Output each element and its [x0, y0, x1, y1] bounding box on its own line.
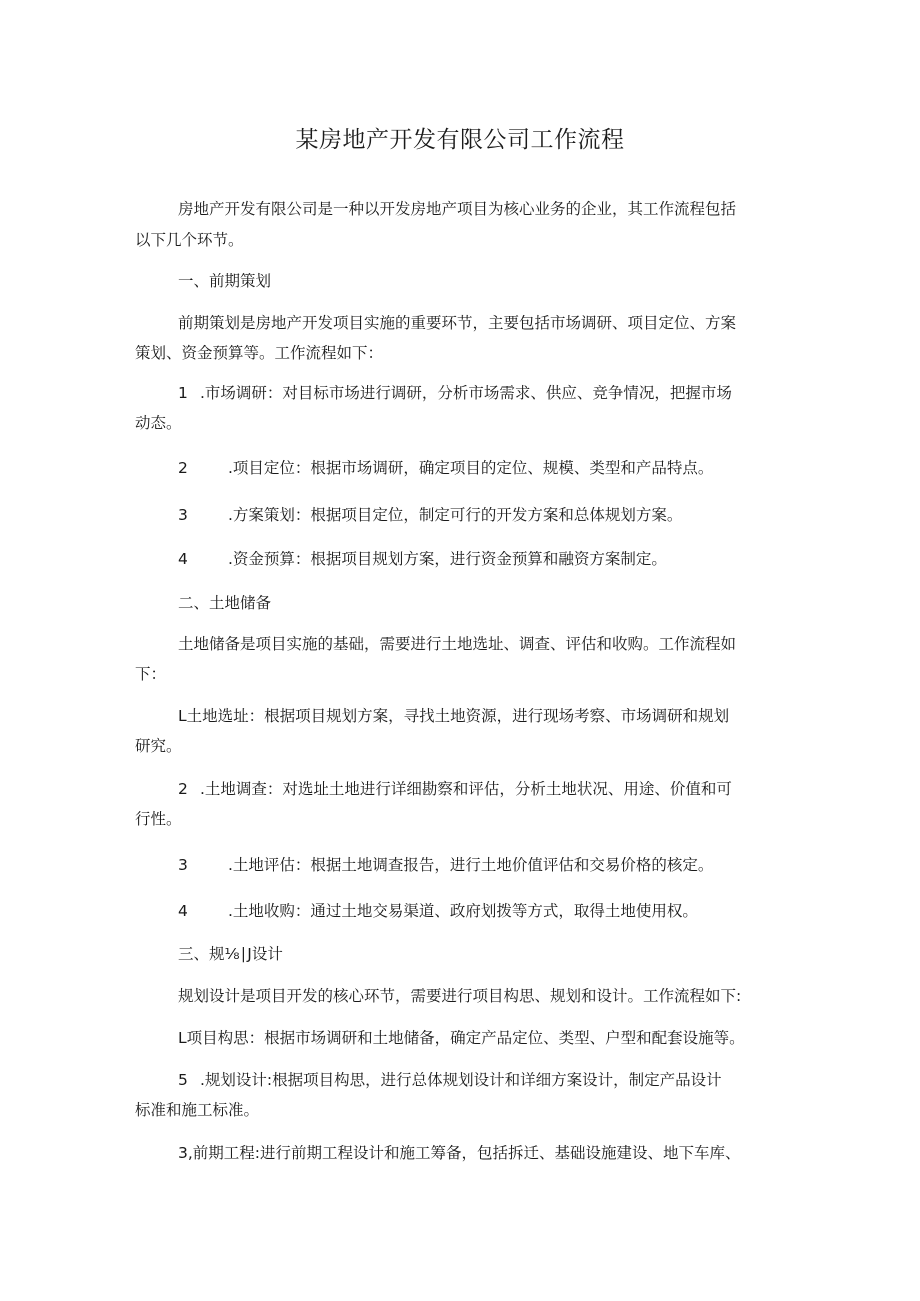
s1-item-4-number: 4 — [178, 550, 188, 568]
s2-item-1-line-1: L土地选址：根据项目规划方案，寻找土地资源，进行现场考察、市场调研和规划 — [178, 707, 730, 725]
section-2-para-line-1: 土地储备是项目实施的基础，需要进行土地选址、调查、评估和收购。工作流程如 — [178, 635, 737, 653]
s2-item-4-text: .土地收购：通过土地交易渠道、政府划拨等方式，取得土地使用权。 — [228, 902, 698, 920]
s1-item-1 — [178, 383, 732, 403]
s2-item-3-text: .土地评估：根据土地调查报告，进行土地价值评估和交易价格的核定。 — [228, 856, 714, 874]
s2-item-2 — [178, 779, 732, 799]
s3-item-2 — [178, 1070, 722, 1090]
s1-item-1-text: .市场调研：对目标市场进行调研，分析市场需求、供应、竞争情况，把握市场 — [200, 384, 732, 402]
s3-item-2-text: .规划设计:根据项目构思，进行总体规划设计和详细方案设计，制定产品设计 — [200, 1071, 722, 1089]
s1-item-2-text: .项目定位：根据市场调研，确定项目的定位、规模、类型和产品特点。 — [228, 459, 714, 477]
intro-line-2: 以下几个环节。 — [135, 231, 244, 249]
s1-item-3-number: 3 — [178, 506, 188, 524]
s2-item-4-number: 4 — [178, 902, 188, 920]
s1-item-3 — [178, 505, 682, 525]
s1-item-4 — [178, 549, 667, 569]
s2-item-1-line-2: 研究。 — [135, 737, 182, 755]
s3-item-1: L项目构思：根据市场调研和土地储备，确定产品定位、类型、户型和配套设施等。 — [178, 1029, 745, 1047]
s2-item-3-number: 3 — [178, 856, 188, 874]
s3-item-3-line-1: 3,前期工程:进行前期工程设计和施工筹备，包括拆迁、基础设施建设、地下车库、 — [178, 1144, 741, 1162]
section-2-para-line-2: 下： — [135, 665, 167, 683]
s1-item-1-number: 1 — [178, 384, 188, 402]
s2-item-4 — [178, 901, 698, 921]
section-1-heading: 一、前期策划 — [178, 272, 272, 290]
s2-item-2-number: 2 — [178, 780, 188, 798]
s1-item-2 — [178, 458, 713, 478]
section-3-heading: 三、规⅛∣J设计 — [178, 945, 283, 963]
s1-item-3-text: .方案策划：根据项目定位，制定可行的开发方案和总体规划方案。 — [228, 506, 683, 524]
section-3-para: 规划设计是项目开发的核心环节，需要进行项目构思、规划和设计。工作流程如下: — [178, 987, 742, 1005]
s2-item-2-text: .土地调查：对选址土地进行详细勘察和评估，分析土地状况、用途、价值和可 — [200, 780, 732, 798]
s2-item-3 — [178, 855, 713, 875]
section-1-para-line-1: 前期策划是房地产开发项目实施的重要环节，主要包括市场调研、项目定位、方案 — [178, 314, 737, 332]
s1-item-1-line-2: 动态。 — [135, 414, 182, 432]
intro-line-1: 房地产开发有限公司是一种以开发房地产项目为核心业务的企业，其工作流程包括 — [178, 200, 737, 218]
page-title: 某房地产开发有限公司工作流程 — [295, 127, 625, 153]
s2-item-2-line-2: 行性。 — [135, 810, 182, 828]
section-1-para-line-2: 策划、资金预算等。工作流程如下： — [135, 344, 384, 362]
s1-item-4-text: .资金预算：根据项目规划方案，进行资金预算和融资方案制定。 — [228, 550, 667, 568]
section-2-heading: 二、土地储备 — [178, 594, 272, 612]
s3-item-2-number: 5 — [178, 1071, 188, 1089]
s1-item-2-number: 2 — [178, 459, 188, 477]
s3-item-2-line-2: 标准和施工标准。 — [135, 1101, 260, 1119]
